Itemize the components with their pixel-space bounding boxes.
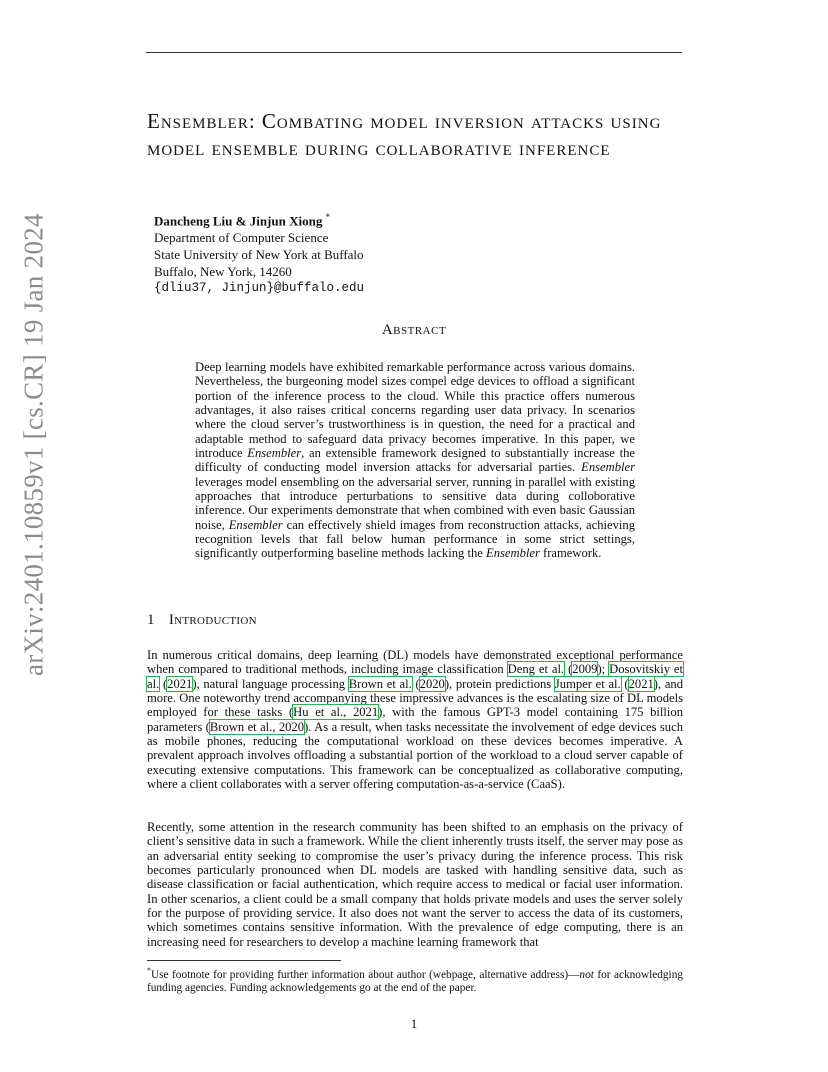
- citation-link[interactable]: Brown et al.: [348, 676, 412, 691]
- affiliation-department: Department of Computer Science: [154, 230, 329, 246]
- page-number: 1: [410, 1016, 418, 1031]
- text-run: (: [620, 676, 629, 691]
- abstract-text: [195, 360, 635, 561]
- text-run: Recently, some attention in the research community has been shifted to an emphasis on the privacy of client’s sensitive data in such a framework. While the client inherently trusts itself, the server may pose as an adversarial entity seeking to compromise the user’s privacy during the inference process. This risk becomes particularly pronounced when DL models are tasked with handling sensitive data, such as disease classification or facial authentication, which require access to medical or facial user information. In other scenarios, a client could be a small company that holds private models and uses the server solely for the purpose of providing service. It also does not want the server to access the data of its customers, which sometimes contains sensitive information. With the prevalence of edge computing, there is an increasing need for researchers to develop a machine learning framework that: [147, 820, 683, 949]
- emphasis-text: Ensembler: [486, 546, 540, 561]
- citation-link[interactable]: 2021: [167, 676, 193, 691]
- author-email: {dliu37, Jinjun}@buffalo.edu: [154, 281, 365, 296]
- text-run: (: [159, 676, 168, 691]
- affiliation-address: Buffalo, New York, 14260: [154, 264, 292, 280]
- text-run: leverages model ensembling on the adversarial server, running in parallel with existing approaches that introduce perturbations to sensitive data during colloborative inference. Our experiments demonstrate that when combined with even basic Gaussian noise,: [195, 474, 635, 532]
- section-heading: [147, 612, 257, 629]
- text-run: In numerous critical domains, deep learning (DL) models have demonstrated exceptional performance when compared to traditional methods, including image classification: [147, 648, 683, 677]
- text-run: Deep learning models have exhibited remarkable performance across various domains. Nevertheless, the burgeoning model sizes compel edge devices to offload a significant portion of the inference process to the cloud. While this practice offers numerous advantages, it also raises critical concerns regarding user data privacy. In scenarios where the cloud server’s trustworthiness is in question, the need for a practical and adaptable method to safeguard data privacy becomes imperative. In this paper, we introduce: [195, 360, 635, 461]
- footnote-mark: *: [147, 966, 151, 975]
- affiliation-university: State University of New York at Buffalo: [154, 247, 364, 263]
- text-run: framework.: [539, 546, 602, 561]
- citation-link[interactable]: 2021: [628, 676, 654, 691]
- section-title: Introduction: [168, 612, 257, 628]
- author-names-line: [154, 209, 554, 229]
- citation-link[interactable]: 2009: [572, 662, 598, 677]
- section-number: 1: [147, 612, 155, 628]
- author-footnote-mark[interactable]: *: [325, 212, 331, 222]
- citation-link[interactable]: Jumper et al.: [554, 676, 621, 691]
- text-run: Use footnote for providing further information about author (webpage, alternative address)—: [151, 968, 580, 981]
- citation-link[interactable]: Hu et al., 2021: [293, 705, 379, 720]
- text-run: can effectively shield images from reconstruction attacks, achieving recognition levels that fall below human performance in some strict settings, significantly outperforming baseline methods lacking the: [195, 517, 635, 561]
- emphasis-text: not: [579, 968, 594, 981]
- text-run: ), protein predictions: [444, 676, 555, 691]
- emphasis-text: Ensembler: [228, 517, 283, 532]
- text-run: );: [597, 662, 610, 677]
- emphasis-text: Ensembler: [581, 460, 635, 475]
- abstract-heading: Abstract: [381, 322, 447, 338]
- citation-link[interactable]: Brown et al., 2020: [209, 719, 305, 734]
- text-run: , an extensible framework designed to substantially increase the difficulty of conducting model inversion attacks for adversarial parties.: [195, 446, 635, 475]
- author-names: Dancheng Liu & Jinjun Xiong: [154, 213, 323, 229]
- paper-title: Ensembler: Combating model inversion attacks using model ensemble during collaborative inference: [147, 109, 662, 160]
- text-run: ), and more. One noteworthy trend accompanying these impressive advances is the escalating size of DL models employed for these tasks (: [147, 676, 684, 720]
- text-run: for acknowledging funding agencies. Funding acknowledgements go at the end of the paper.: [147, 968, 683, 995]
- intro-paragraph-1: [147, 648, 683, 791]
- intro-paragraph-2: [147, 820, 683, 949]
- header-rule: [146, 52, 682, 53]
- citation-link[interactable]: Dosovitskiy et al.: [147, 662, 684, 691]
- text-run: ), with the famous GPT-3 model containing 175 billion parameters (: [147, 705, 684, 734]
- author-block: [154, 209, 554, 297]
- citation-link[interactable]: Deng et al.: [507, 662, 565, 677]
- footnote-rule: [147, 960, 341, 961]
- arxiv-identifier: arXiv:2401.10859v1 [cs.CR] 19 Jan 2024: [18, 213, 49, 676]
- text-run: ). As a result, when tasks necessitate the involvement of edge devices such as mobile phones, reducing the computational workload on these devices becomes imperative. A prevalent approach involves offloading a substantial portion of the workload to a cloud server capable of executing extensive computations. This framework can be conceptualized as collaborative computing, where a client collaborates with a server offering computation-as-a-service (CaaS).: [147, 719, 683, 792]
- text-run: (: [411, 676, 420, 691]
- footnote: [147, 964, 683, 996]
- citation-link[interactable]: 2020: [419, 676, 445, 691]
- text-run: (: [564, 662, 573, 677]
- text-run: ), natural language processing: [192, 676, 349, 691]
- emphasis-text: Ensembler: [247, 446, 302, 461]
